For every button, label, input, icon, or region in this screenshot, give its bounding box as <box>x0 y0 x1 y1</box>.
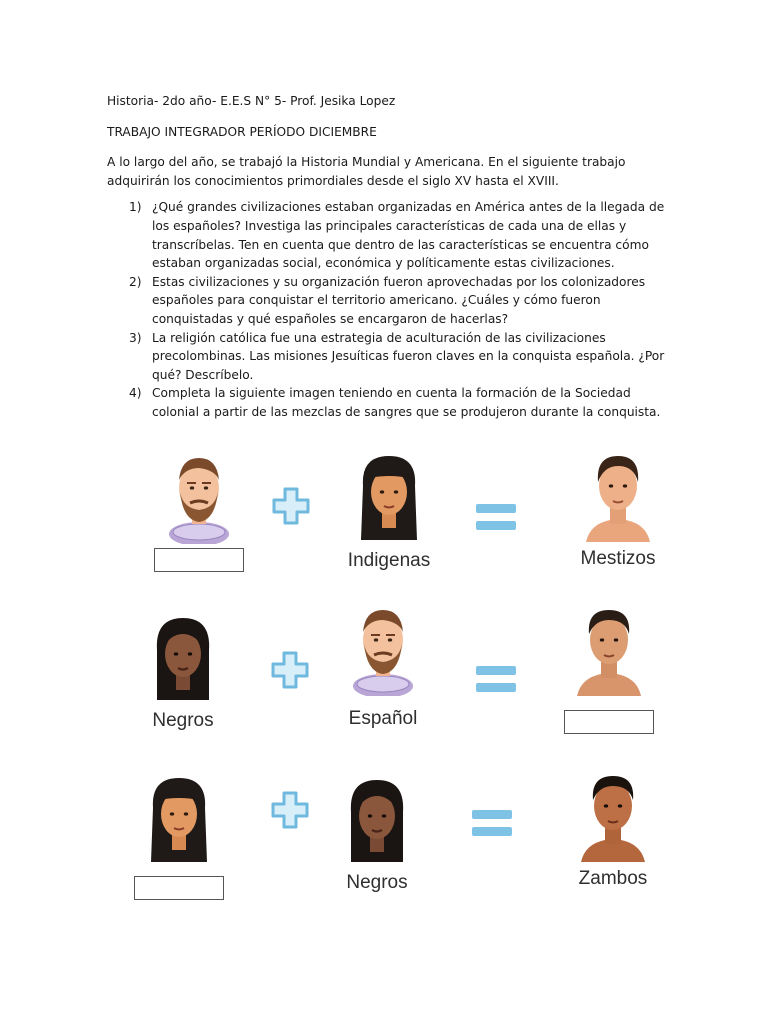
mestizo-portrait <box>578 446 658 542</box>
question-item <box>107 384 667 421</box>
row3-indigena <box>114 770 244 920</box>
row2-mulato <box>544 600 674 750</box>
negra-portrait <box>143 610 223 706</box>
plus-icon <box>271 486 311 526</box>
question-item <box>107 273 667 329</box>
row1-indigena <box>324 448 454 598</box>
plus-icon <box>270 790 310 830</box>
answer-box-row1[interactable] <box>154 548 244 572</box>
plus-icon <box>270 650 310 690</box>
question-number: 4) <box>129 386 142 401</box>
question-item <box>107 198 667 272</box>
row1-mestizo <box>553 446 683 596</box>
equals-icon <box>474 502 518 532</box>
row1-spaniard <box>134 448 264 598</box>
question-text: Estas civilizaciones y su organización fueron aprovechadas por los colonizadores españoles para conquistar el territorio americano. ¿Cuáles y cómo fueron conquistadas y qué españoles se encargaron de hacerlas? <box>152 274 646 326</box>
label-negros: Negros <box>152 710 214 731</box>
equals-icon <box>470 808 514 838</box>
question-list <box>107 198 667 421</box>
question-text: ¿Qué grandes civilizaciones estaban organizadas en América antes de la llegada de los españoles? Investiga las principales características de cada una de ellas y transcríbelas. Ten en cuenta que dentro de las características se encuentra cómo estaban organizadas social, económica y políticamente estas civilizaciones. <box>152 200 665 271</box>
colonial-society-figure <box>0 430 768 960</box>
question-text: La religión católica fue una estrategia de aculturación de las civilizaciones precolombinas. Las misiones Jesuíticas fueron claves en la conquista española. ¿Por qué? Descríbelo. <box>152 330 665 382</box>
label-indigenas: Indigenas <box>347 550 431 571</box>
intro-paragraph: A lo largo del año, se trabajó la Historia Mundial y Americana. En el siguiente trabajo adquirirán los conocimientos primordiales desde el siglo XV hasta el XVIII. <box>107 155 626 188</box>
negra-portrait <box>337 772 417 868</box>
question-number: 3) <box>129 330 142 345</box>
row3-zambo <box>548 766 678 916</box>
document-title: TRABAJO INTEGRADOR PERÍODO DICIEMBRE <box>107 124 377 139</box>
spaniard-portrait <box>343 600 423 696</box>
question-text: Completa la siguiente imagen teniendo en cuenta la formación de la Sociedad colonial a partir de las mezclas de sangres que se produjeron durante la conquista. <box>152 386 661 419</box>
equals-icon <box>474 664 518 694</box>
document-body <box>107 92 667 422</box>
question-item <box>107 329 667 385</box>
indigena-portrait <box>349 448 429 544</box>
answer-box-row2[interactable] <box>564 710 654 734</box>
answer-box-row3[interactable] <box>134 876 224 900</box>
row3-negra <box>312 772 442 922</box>
question-number: 2) <box>129 274 142 289</box>
spaniard-portrait <box>159 448 239 544</box>
row2-spaniard <box>318 600 448 750</box>
label-mestizos: Mestizos <box>580 548 656 569</box>
question-number: 1) <box>129 200 142 215</box>
row2-negra <box>118 610 248 760</box>
zambo-portrait <box>573 766 653 862</box>
label-negros: Negros <box>346 872 408 893</box>
document-header: Historia- 2do año- E.E.S N° 5- Prof. Jesika Lopez <box>107 94 396 108</box>
mulato-portrait <box>569 600 649 696</box>
indigena-portrait <box>139 770 219 866</box>
label-zambos: Zambos <box>578 868 648 889</box>
label-espanol: Español <box>348 708 418 729</box>
